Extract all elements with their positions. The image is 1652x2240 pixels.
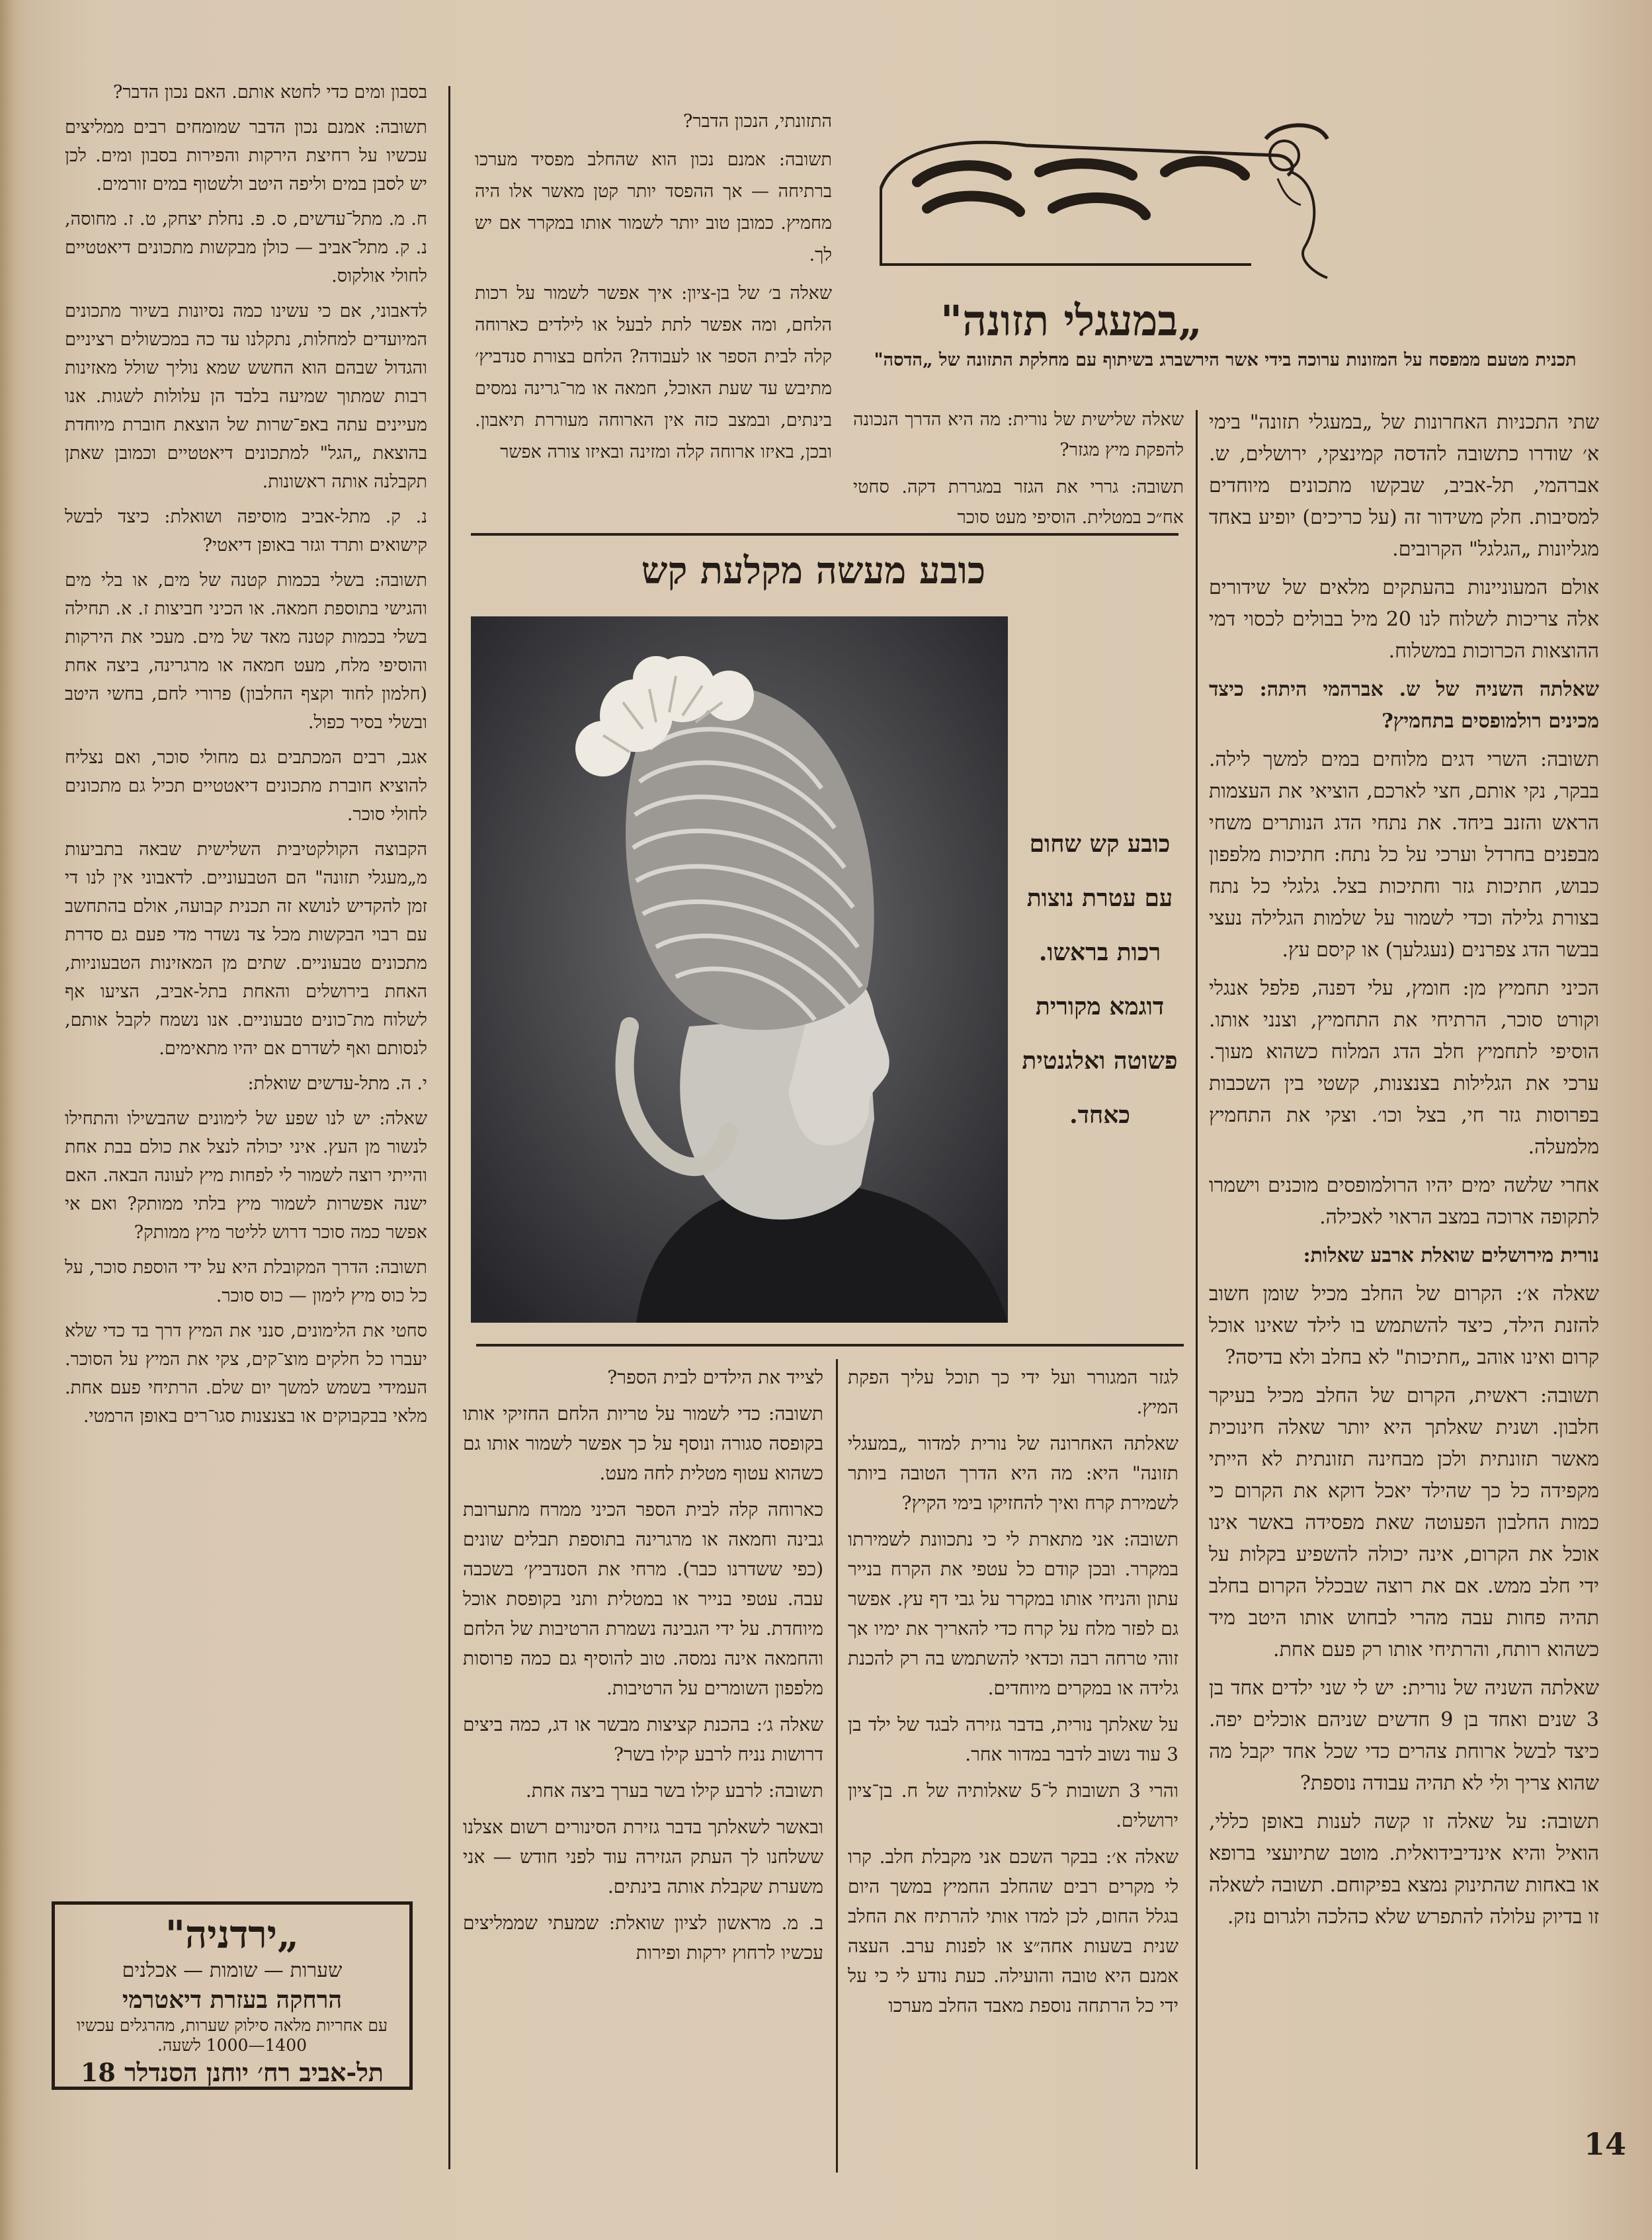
- column-divider: [448, 86, 450, 2169]
- column-title: „במעגלי תזונה": [940, 296, 1203, 346]
- answer: תשובה: הדרך המקובלת היא על ידי הוספת סוכר, על כל כוס מיץ לימון — כוס סוכר.: [65, 1257, 427, 1306]
- answer: תשובה: גררי את הגזר במגררת דקה. סחטי אח״כ במטלית. הוסיפי מעט סוכר: [853, 477, 1184, 528]
- paragraph: בסבון ומים כדי לחטא אותם. האם נכון הדבר?: [112, 82, 427, 103]
- column-divider: [1196, 410, 1198, 2169]
- question: שאלה א׳: בבקר השכם אני מקבלת חלב. קרו לי מקרים רבים שהחלב החמיץ במשך היום בגלל החום, לכן למדו אותי להרתיח את החלב שנית בשעות אחה״צ או לפנות ערב. העצה אמנם היא טובה והועילה. כעת נודע לי כי על ידי כל הרתחה נוספת מאבד החלב מערכו: [848, 1846, 1178, 2016]
- question: שאלה שלישית של נורית: מה היא הדרך הנכונה להפקת מיץ מגזר?: [853, 409, 1184, 460]
- ad-name: „ירדניה": [165, 1912, 300, 1957]
- text-column-bottom-middle-left: [463, 1362, 823, 1974]
- answer: תשובה: ראשית, הקרום של החלב מכיל בעיקר חלבון. ושנית שאלתך היא יותר שאלה חינוכית מאשר תזונתית ולכן מבחינה תזונתית לא הייתי מקפידה כל כך שהילד יאכל דוקא את הקרום כי כמות החלבון הפעוטה שאת מפסידה באשר אינו אוכל את הקרום, אינה יכולה להשפיע בקלות על ידי חלב ממש. אם את רוצה שבכלל הקרום בחלב תהיה פחות עבה מהרי לבחוש אותו היטב מיד כשהוא רותח, והרתיחי אותו רק פעם אחת.: [1209, 1384, 1599, 1661]
- paragraph: אגב, רבים המכתבים גם מחולי סוכר, ואם נצליח להוציא חוברת מתכונים דיאטטיים תכיל גם מתכונים לחולי סוכר.: [65, 747, 427, 825]
- paragraph: שתי התכניות האחרונות של „במעגלי תזונה" בימי א׳ שודרו כתשובה להדסה קמינצקי, ירושלים, ש. אברהמי, תל-אביב, שבקשו מתכונים מיוחדים למסיבות. חלק משידור זה (על כריכים) יופיע באחד מגליונות „הגלגל" הקרובים.: [1209, 411, 1599, 561]
- page-torn-edge: [0, 0, 26, 2240]
- column-intro: תכנית מטעם ממפסח על המזונות ערוכה בידי אשר הירשברג בשיתוף עם מחלקת התזונה של „הדסה": [874, 350, 1577, 370]
- page-number: 14: [1584, 2126, 1627, 2162]
- ad-address: תל-אביב רח׳ יוחנן הסנדלר 18: [80, 2057, 384, 2087]
- answer: תשובה: לרבע קילו בשר בערך ביצה אחת.: [525, 1780, 823, 1802]
- section-rule-bottom: [476, 1344, 1184, 1347]
- text-column-left: [65, 78, 427, 1437]
- question: שאלה א׳: הקרום של החלב מכיל שומן חשוב להזנת הילד, כיצד להשתמש בו לילד שאינו אוכל קרום ואינו אוהב „חתיכות" לא בחלב ולא בדיסה?: [1209, 1282, 1599, 1369]
- answer: תשובה: על שאלה זו קשה לענות באופן כללי, הואיל והיא אינדיבידואלית. מוטב שתיועצי ברופא או באחות שהתינוק נמצא בפיקוחם. תשובה לשאלה זו בדיוק עלולה להתפרש שלא כהלכה ולגרום נזק.: [1209, 1810, 1599, 1929]
- caption-line: רכות בראשו.: [1038, 938, 1161, 966]
- answer: תשובה: אמנם נכון הדבר שמומחים רבים ממליצים עכשיו על רחיצת הירקות והפירות בסבון ומים. לכן יש לסבן במים וליפה היטב ולשטוף במים זורמים.: [65, 117, 427, 194]
- caption-line: פשוטה ואלגנטית: [1022, 1047, 1178, 1075]
- caption-line: כאחד.: [1069, 1101, 1130, 1129]
- paragraph: על שאלתך נורית, בדבר גזירה לבגד של ילד בן 3 עוד נשוב לדבר במדור אחר.: [848, 1714, 1178, 1765]
- paragraph: אחרי שלשה ימים יהיו הרולמופסים מוכנים וישמרו לתקופה ארוכה במצב הראוי לאכילה.: [1209, 1174, 1599, 1229]
- paragraph: כארוחה קלה לבית הספר הכיני ממרח מתערובת גבינה וחמאה או מרגרינה בתוספת תבלים שונים (כפי ששדרנו כבר). מרחי את הסנדביץ׳ בשכבה עבה. עטפי בנייר או במטלית ותני בקופסת אוכל מיוחדת. על ידי הגבינה נשמרת הרטיבות של הלחם והחמאה אינה נמסה. טוב להוסיף גם כמה פרוסות מלפפון השומרים על הרטיבות.: [463, 1499, 823, 1699]
- column-logo: [854, 109, 1331, 288]
- text-column-bottom-middle-right: [848, 1362, 1178, 2027]
- question: נ. ק. מתל-אביב מוסיפה ושואלת: כיצד לבשל קישואים ותרד וגזר באופן דיאטי?: [65, 507, 427, 556]
- text-column-right: [1209, 407, 1599, 1940]
- answer: תשובה: אמנם נכון הוא שהחלב מפסיד מערכו ברתיחה — אך ההפסד יותר קטן מאשר אלו היה מחמיץ. כמובן טוב יותר לשמור אותו במקרר אם יש לך.: [475, 149, 832, 265]
- question: שאלה ג׳: בהכנת קציצות מבשר או דג, כמה ביצים דרושות נניח לרבע קילו בשר?: [463, 1714, 823, 1765]
- question: שאלתה השניה של ש. אברהמי היתה: כיצד מכינים רולמופסים בתחמיץ?: [1209, 678, 1599, 733]
- woman-in-straw-hat-image: [471, 616, 1008, 1323]
- question: שאלה ב׳ של בן-ציון: איך אפשר לשמור על רכות הלחם, ומה אפשר לתת לבעל או לילדים כארוחה קלה לבית הספר או לעבודה? הלחם בצורת סנדביץ׳ מתיבש עד שעת האוכל, חמאה או מר־גרינה נמסים בינתים, ובמצב כזה אין הארוחה מעוררת תיאבון. ובכן, באיזו ארוחה קלה ומזינה ובאיזו צורה אפשר: [475, 283, 832, 462]
- question: שאלה: יש לנו שפע של לימונים שהבשילו והתחילו לנשור מן העץ. איני יכולה לנצל את כולם בבת אחת והייתי רוצה לשמור לי לפחות מיץ לעונה הבאה. האם ישנה אפשרות לשמור מיץ בלתי ממותק? ואם אי אפשר כמה סוכר דרוש לליטר מיץ ממותק?: [65, 1108, 427, 1243]
- ad-services: שערות — שומות — אכלנים: [122, 1959, 343, 1982]
- question: שאלתה האחרונה של נורית למדור „במעגלי תזונה" היא: מה היא הדרך הטובה ביותר לשמירת קרח ואיך להחזיקו בימי הקיץ?: [848, 1432, 1178, 1514]
- column-divider: [836, 1359, 838, 2173]
- hat-photo: [471, 616, 1008, 1323]
- paragraph: הקבוצה הקולקטיבית השלישית שבאה בתביעות מ„מעגלי תזונה" הם הטבעוניים. לדאבוני אין לנו די זמן להקדיש לנושא זה תכנית קבועה, אולם בהתחשב עם רבוי הבקשות מכל צד נשדר מדי פעם גם סדרת מתכונים טבעוניים. שתים מן המאזינות הטבעוניות, האחת בירושלים והאחת בתל-אביב, הציעו אף לשלוח מת־כונים טבעוניים. אנו נשמח לקבל אותם, לנסותם ואף לשדרם אם יהיו מתאימים.: [65, 839, 427, 1059]
- paragraph: נורית מירושלים שואלת ארבע שאלות:: [1303, 1244, 1599, 1267]
- caption-line: כובע קש שחום: [1029, 830, 1171, 858]
- caption-line: עם עטרת נוצות: [1026, 884, 1173, 912]
- answer: תשובה: כדי לשמור על טריות הלחם החזיקי אותו בקופסה סגורה ונוסף על כך אפשר לשמור אותו גם כשהוא עטוף מטלית לחה מעט.: [463, 1403, 823, 1484]
- ad-details: עם אחריות מלאה סילוק שערות, מהרגלים עכשיו 1400—1000 לשעה.: [76, 2016, 388, 2055]
- paragraph: אולם המעוניינות בהעתקים מלאים של שידורים אלה צריכות לשלוח לנו 20 מיל בבולים לכסוי דמי ההוצאות הכרוכות במשלוח.: [1209, 576, 1600, 663]
- ad-title: הרחקה בעזרת דיאטרמי: [122, 1986, 343, 2014]
- text-column-top-middle-left: [475, 106, 832, 475]
- paragraph: הכיני תחמיץ מן: חומץ, עלי דפנה, פלפל אנגלי וקורט סוכר, הרתיחי את התחמיץ, וצנני אותו. הוסיפי לתחמיץ חלב הדג המלוח כשהוא מעוך. ערכי את הגלילות בצנצנות, קשטי בין השכבות בפרוסות גזר חי, בצל וכו׳. וצקי את התחמיץ מלמעלה.: [1209, 977, 1599, 1159]
- answer: תשובה: השרי דגים מלוחים במים למשך לילה. בבקר, נקי אותם, חצי לארכם, הוציאי את העצמות הראש והזנב ביחד. את נתחי הדג הנותרים משחי מבפנים בחרדל וערכי על כל נתח: חתיכות מלפפון כבוש, חתיכות גזר וחתיכות בצל. גלגלי כל נתח בצורת גלילה וכדי לשמור על שלמות הגלילה נעצי בבשר הדג צפרנים (נעגלעך) או קיסם עץ.: [1209, 748, 1599, 962]
- paragraph: והרי 3 תשובות ל־5 שאלותיה של ח. בן־ציון ירושלים.: [848, 1780, 1179, 1831]
- paragraph: י. ה. מתל-עדשים שואלת:: [247, 1073, 427, 1094]
- answer: תשובה: אני מתארת לי כי נתכוונת לשמירתו במקרר. ובכן קודם כל עטפי את הקרח בנייר עתון והניחי אותו במקרר על גבי דף עץ. אפשר גם לפזר מלח על קרח כדי להאריך את ימיו אך זוהי טרחה רבה וכדאי להשתמש בה רק להכנת גלידה או במקרים מיוחדים.: [848, 1528, 1178, 1699]
- paragraph: לדאבוני, אם כי עשינו כמה נסיונות בשיור מתכונים המיועדים למחלות, נתקלנו עד כה במכשולים רציניים והגדול שבהם הוא החשש שמא נוליך שולל מאזינות רבות שמתוך שמיעה בלבד הן עלולות לשגות. אנו מעיינים עתה באפ־שרות של הוצאת חוברת מיוחדת בהוצאת „הגל" למתכונים דיאטטיים וכמובן שאתן תקבלנה אותה ראשונות.: [65, 301, 427, 492]
- paragraph: התזונתי, הנכון הדבר?: [682, 111, 832, 132]
- paragraph: ח. מ. מתל־עדשים, ס. פ. נחלת יצחק, ט. ז. מחוסה, נ. ק. מתל־אביב — כולן מבקשות מתכונים דיאטטיים לחולי אולקוס.: [65, 209, 427, 286]
- photo-caption: [1011, 817, 1189, 1142]
- hat-feature-title: כובע מעשה מקלעת קש: [641, 549, 986, 593]
- question: שאלתה השניה של נורית: יש לי שני ילדים אחד בן 3 שנים ואחד בן 9 חדשים שניהם אוכלים יפה. כיצד לבשל ארוחת צהרים כדי שכל אחד יקבל מה שהוא צריך ולי לא תהיה עבודה נוספת?: [1209, 1677, 1599, 1795]
- caption-line: דוגמא מקורית: [1035, 993, 1165, 1020]
- text-column-top-middle-right: [853, 405, 1184, 540]
- question: ב. מ. מראשון לציון שואלת: שמעתי שממליצים עכשיו לרחוץ ירקות ופירות: [463, 1912, 823, 1964]
- answer: תשובה: בשלי בכמות קטנה של מים, או בלי מים והגישי בתוספת חמאה. או הכיני חביצות ז. א. תחילה בשלי בכמות קטנה מאד של מים. מעכי את הירקות והוסיפי מלח, מעט חמאה או מרגרינה, ביצה אחת (חלמון לחוד וקצף החלבון) פרורי לחם, בחשי היטב ובשלי בסיר כפול.: [65, 570, 427, 733]
- paragraph: לצייד את הילדים לבית הספר?: [607, 1366, 823, 1388]
- paragraph: לגזר המגורר ועל ידי כך תוכל עליך הפקת המיץ.: [848, 1366, 1178, 1418]
- paragraph: סחטי את הלימונים, סנני את המיץ דרך בד כדי שלא יעברו כל חלקים מוצ־קים, צקי את המיץ על הסוכר. העמידי בשמש למשך יום שלם. הרתיחי פעם אחת. מלאי בבקבוקים או בצנצנות סגו־רים באופן הרמטי.: [65, 1321, 427, 1427]
- advertisement-box: [52, 1901, 413, 2090]
- logo-illustration: [854, 109, 1331, 288]
- section-rule-top: [471, 533, 1178, 536]
- paragraph: ובאשר לשאלתך בדבר גזירת הסינורים רשום אצלנו ששלחנו לך העתק הגזירה עוד לפני חודש — אני משערת שקבלת אותה בינתים.: [463, 1816, 823, 1897]
